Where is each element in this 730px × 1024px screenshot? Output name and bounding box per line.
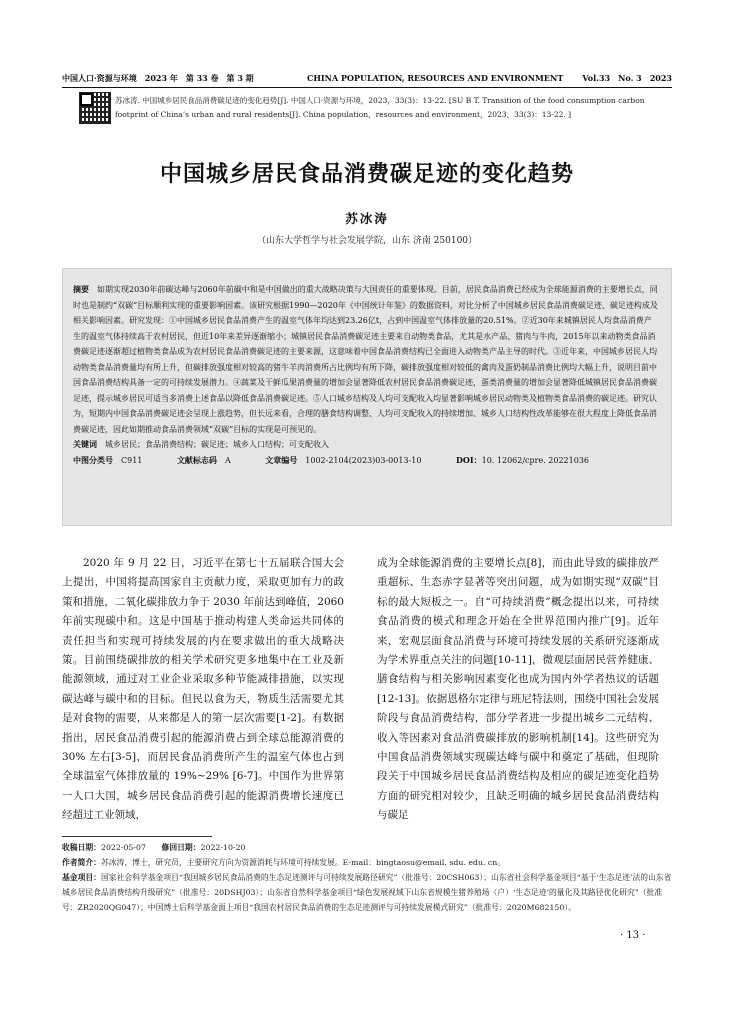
clc-label: 中图分类号	[73, 454, 113, 465]
article-meta	[73, 453, 659, 469]
abstract	[73, 282, 659, 437]
received-label: 收稿日期：	[62, 843, 101, 852]
footnote-fund	[62, 870, 672, 915]
received-date: 2022-05-07	[100, 843, 146, 852]
article-title: 中国城乡居民食品消费碳足迹的变化趋势	[159, 162, 574, 187]
doi-value: 10. 12062/cpre. 20221036	[481, 455, 589, 465]
doi-label: DOI：	[455, 454, 482, 465]
header-journal-en: CHINA POPULATION, RESOURCES AND ENVIRONMENT	[307, 73, 564, 83]
qr-code-icon	[80, 93, 110, 123]
body-column-right: 成为全球能源消费的主要增长点[8]，而由此导致的碳排放严重超标、生态赤字显著等突出问题，成为如期实现“双碳”目标的最大短板之一。自“可持续消费”概念提出以来，可持续食品消费的模式和理念开始在全世界范围内推广[9]。近年来，宏观层面食品消费与环境可持续发展的关系研究逐渐成为学术界重点关注的问题[10-11]，微观层面居民营养健康、膳食结构与相关影响因素变化也成为国内外学者热议的话题[12-13]。依据恩格尔定律与班尼特法则，围绕中国社会发展阶段与食品消费结构，部分学者进一步提出城乡二元结构、收入等因素对食品消费碳排放的影响机制[14]。这些研究为中国食品消费领域实现碳达峰与碳中和奠定了基础，但现阶段关于中国城乡居民食品消费结构及相应的碳足迹变化趋势方面的研究相对较少，且缺乏明确的城乡居民食品消费结构与碳足	[377, 557, 659, 822]
header-journal-cn: 中国人口·资源与环境 2023 年 第 33 卷 第 3 期	[62, 73, 254, 83]
revised-date: 2022-10-20	[200, 843, 246, 852]
author-info-label: 作者简介：	[62, 858, 101, 867]
clc-value: C911	[121, 455, 143, 465]
abstract-label: 摘要	[73, 284, 89, 294]
body-column-left: 2020 年 9 月 22 日，习近平在第七十五届联合国大会上提出，中国将提高国家自主贡献力度，采取更加有力的政策和措施，二氧化碳排放力争于 2030 年前达到峰值，2060 年前实现碳中和。这是中国基于推动构建人类命运共同体的责任担当和实现可持续发展的内在要求做出的重大战略决策。目前围绕碳排放的相关学术研究更多地集中在工业及新能源领域，通过对工业企业采取多种节能减排措施，以实现碳达峰与碳中和的目标。但民以食为天，物质生活需要尤其是对食物的需要，从来都是人的第一层次需要[1-2]。有数据指出，居民食品消费引起的能源消费占到全球总能源消费的 30% 左右[3-5]，而居民食品消费所产生的温室气体也占到全球温室气体排放量的 19%~29% [6-7]。中国作为世界第一人口大国，城乡居民食品消费引起的能源消费增长速度已经超过工业领域，	[62, 557, 344, 822]
author-name: 苏冰涛	[345, 211, 389, 226]
fund-text: 国家社会科学基金项目“我国城乡居民食品消费的生态足迹测评与可持续发展路径研究”（批准号：20CSH063）；山东省社会科学基金项目“基于‘生态足迹’法的山东省城乡居民食品消费结构升级研究”（批准号：20DSHJ03）；山东省自然科学基金项目“绿色发展视域下山东省规模生猪养殖场（户）‘生态足迹’的量化及其路径优化研究”（批准号：ZR2020QG047）；中国博士后科学基金面上项目“我国农村居民食品消费的生态足迹测评与可持续发展模式研究”（批准号：2020M682150）。	[62, 873, 672, 912]
header-rule	[62, 87, 672, 88]
page-number: · 13 ·	[620, 930, 646, 941]
abstract-text: 如期实现2030年前碳达峰与2060年前碳中和是中国做出的重大战略决策与大国责任的重要体现。目前，居民食品消费已经成为全球能源消费的主要增长点，同时也是制约“双碳”目标顺利实现的重要影响因素。该研究根据1990—2020年《中国统计年鉴》的数据资料，对比分析了中国城乡居民食品消费碳足迹、碳足迹构成及相关影响因素。研究发现：①中国城乡居民食品消费产生的温室气体年均达到23.26亿t，占到中国温室气体排放量的20.51%。②近30年来城镇居民人均食品消费产生的温室气体持续高于农村居民，但近10年来差异逐渐缩小；城镇居民食品消费碳足迹主要来自动物类食品，尤其是水产品、猪肉与牛肉，2015年以来动物类食品消费碳足迹逐渐超过植物类食品成为农村居民食品消费碳足迹的主要来源，这意味着中国食品消费结构已全面进入动物类产品主导的时代。③近年来，中国城乡居民人均动物类食品消费量均有所上升，但碳排放强度相对较高的猪牛羊肉消费所占比例均有所下降，碳排放强度相对较低的禽肉及蛋奶制品消费比例均大幅上升，说明目前中国食品消费结构具备一定的可持续发展潜力。④蔬菜及干鲜瓜果消费量的增加会显著降低农村居民食品消费碳足迹，蛋类消费量的增加会显著降低城镇居民食品消费碳足迹，提示城乡居民可适当多消费上述食品以降低食品消费碳足迹。⑤人口城乡结构及人均可支配收入均显著影响城乡居民动物类及植物类食品消费的碳足迹。研究认为，短期内中国食品消费碳足迹会呈现上涨趋势，但长远来看，合理的膳食结构调整、人均可支配收入的持续增加、城乡人口结构性改革能够在很大程度上降低食品消费碳足迹，因此如期推动食品消费领域“双碳”目标的实现是可预见的。	[73, 285, 658, 434]
keywords	[73, 437, 659, 453]
footnote	[62, 840, 672, 915]
revised-label: 修回日期：	[161, 843, 201, 852]
doc-code-label: 文献标志码	[176, 454, 217, 465]
footnote-dates	[62, 840, 672, 855]
footnote-author	[62, 855, 672, 870]
footnote-rule	[62, 836, 212, 837]
article-no-value: 1002-2104(2023)03-0013-10	[305, 455, 422, 465]
abstract-box	[62, 268, 672, 526]
header-volume: Vol.33 No. 3 2023	[582, 73, 672, 83]
author-affiliation: （山东大学哲学与社会发展学院，山东 济南 250100）	[256, 236, 478, 246]
article-no-label: 文章编号	[265, 454, 298, 465]
keywords-text: 城乡居民；食品消费结构；碳足迹；城乡人口结构；可支配收入	[105, 440, 329, 449]
keywords-label: 关键词	[73, 439, 97, 449]
author-info: 苏冰涛，博士，研究员，主要研究方向为资源消耗与环境可持续发展。E-mail：bingtaosu@email. sdu. edu. cn。	[100, 858, 506, 867]
citation: 苏冰涛. 中国城乡居民食品消费碳足迹的变化趋势[J]. 中国人口·资源与环境，2023，33(3)：13-22. [SU B T. Transition of the food consumption carbon footprint of China’s urban and rural residents[J]. China population，resources and environment，2023，33(3)：13-22. ]	[115, 96, 645, 119]
doc-code-value: A	[224, 455, 231, 465]
running-header	[62, 69, 672, 89]
fund-label: 基金项目：	[62, 873, 101, 882]
